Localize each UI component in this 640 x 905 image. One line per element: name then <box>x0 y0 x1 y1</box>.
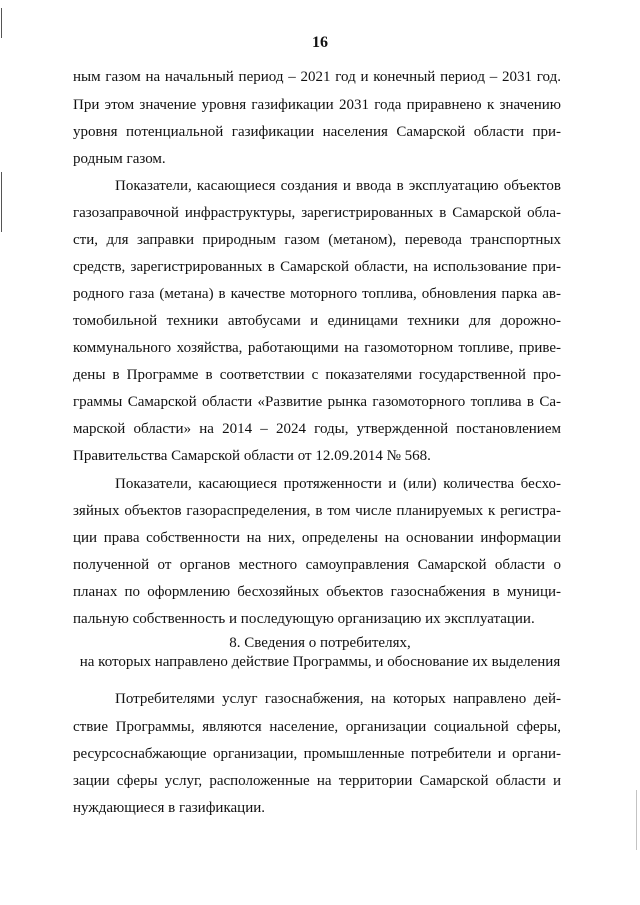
text-line: граммы Самарской области «Развитие рынка газомоторного топлива в Са- <box>73 394 561 410</box>
text-line: ресурсоснабжающие организации, промышленные потребители и органи- <box>73 746 561 762</box>
text-line: нуждающиеся в газификации. <box>73 800 265 816</box>
text-line: пальную собственность и последующую организацию их эксплуатации. <box>73 611 535 627</box>
text-line: Показатели, касающиеся протяженности и (или) количества бесхо- <box>115 476 561 492</box>
text-line: уровня потенциальной газификации населения Самарской области при- <box>73 124 561 140</box>
text-line: родным газом. <box>73 151 166 167</box>
section-heading-subtitle: на которых направлено действие Программы, и обоснование их выделения <box>79 654 561 670</box>
scan-edge-mark <box>1 8 2 38</box>
scan-edge-mark <box>636 790 637 850</box>
page-number: 16 <box>312 34 328 51</box>
text-line: сти, для заправки природным газом (метаном), перевода транспортных <box>73 232 561 248</box>
text-line: зации сферы услуг, расположенные на территории Самарской области и <box>73 773 561 789</box>
text-line: родного газа (метана) в качестве моторного топлива, обновления парка ав- <box>73 286 561 302</box>
text-line: дены в Программе в соответствии с показателями государственной про- <box>73 367 561 383</box>
section-heading-title: 8. Сведения о потребителях, <box>229 635 411 651</box>
text-line: марской области» на 2014 – 2024 годы, утвержденной постановлением <box>73 421 561 437</box>
text-line: газозаправочной инфраструктуры, зарегистрированных в Самарской обла- <box>73 205 561 221</box>
text-line: ции права собственности на них, определены на основании информации <box>73 530 561 546</box>
text-line: коммунального хозяйства, работающими на газомоторном топливе, приве- <box>73 340 561 356</box>
text-line: томобильной техники автобусами и единицами техники для дорожно- <box>73 313 561 329</box>
text-line: Показатели, касающиеся создания и ввода в эксплуатацию объектов <box>115 178 561 194</box>
text-line: планах по оформлению бесхозяйных объектов газоснабжения в муници- <box>73 584 561 600</box>
text-line: ствие Программы, являются население, организации социальной сферы, <box>73 719 561 735</box>
text-line: При этом значение уровня газификации 2031 года приравнено к значению <box>73 97 561 113</box>
text-line: Правительства Самарской области от 12.09.2014 № 568. <box>73 448 431 464</box>
text-line: полученной от органов местного самоуправления Самарской области о <box>73 557 561 573</box>
scan-edge-mark <box>1 172 2 232</box>
text-line: ным газом на начальный период – 2021 год и конечный период – 2031 год. <box>73 69 561 85</box>
text-line: Потребителями услуг газоснабжения, на которых направлено дей- <box>115 691 561 707</box>
text-line: средств, зарегистрированных в Самарской области, на использование при- <box>73 259 561 275</box>
text-line: зяйных объектов газораспределения, в том числе планируемых к регистра- <box>73 503 561 519</box>
